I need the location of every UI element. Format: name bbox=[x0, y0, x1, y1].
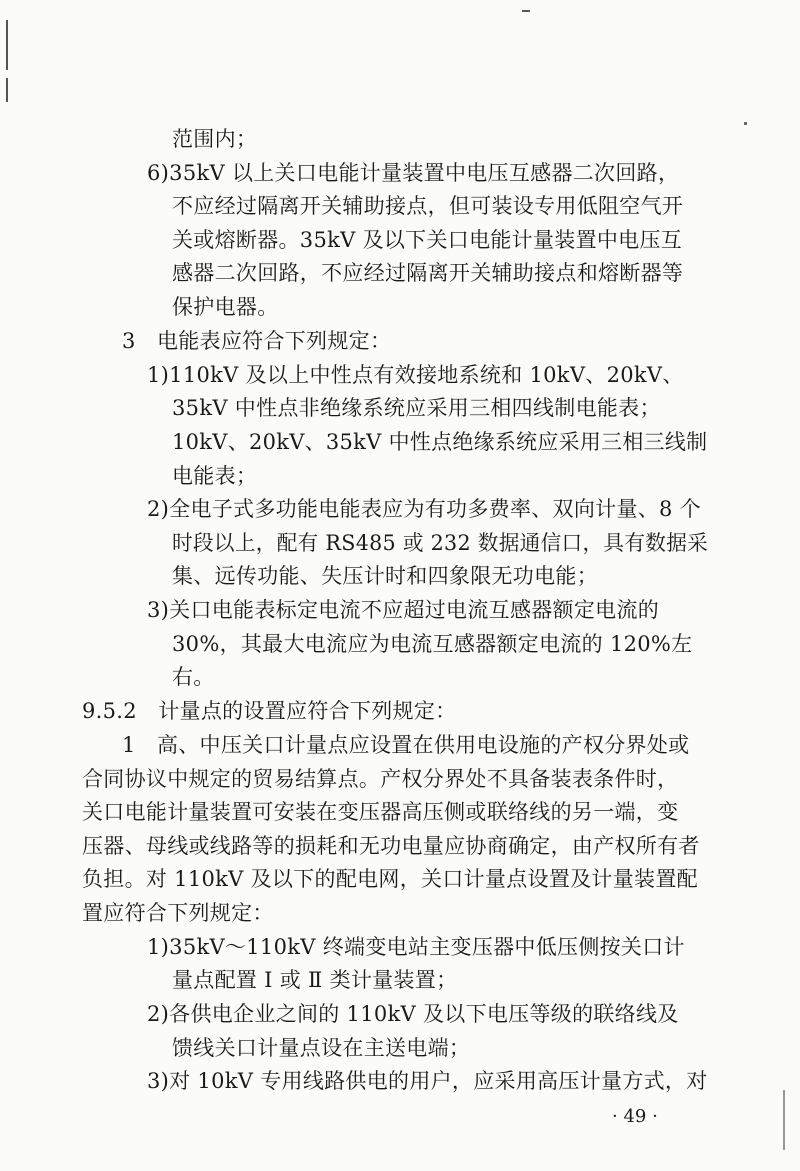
text-line: 3 电能表应符合下列规定： bbox=[122, 329, 392, 353]
text-line: 右。 bbox=[172, 665, 215, 689]
text-line: 35kV 中性点非绝缘系统应采用三相四线制电能表； bbox=[172, 396, 661, 420]
page-number: · 49 · bbox=[612, 1106, 658, 1127]
text-line: 2)各供电企业之间的 110kV 及以下电压等级的联络线及 bbox=[147, 1002, 679, 1026]
text-line: 10kV、20kV、35kV 中性点绝缘系统应采用三相三线制 bbox=[172, 430, 708, 454]
scan-edge-mark bbox=[6, 78, 8, 102]
text-line: 不应经过隔离开关辅助接点，但可装设专用低阻空气开 bbox=[172, 194, 684, 218]
scan-speck bbox=[744, 122, 747, 125]
scan-edge-mark bbox=[6, 20, 8, 70]
text-line: 30%，其最大电流应为电流互感器额定电流的 120%左 bbox=[172, 632, 693, 656]
scan-edge-mark bbox=[522, 10, 530, 12]
text-line: 3)对 10kV 专用线路供电的用户，应采用高压计量方式，对 bbox=[147, 1069, 708, 1093]
text-line: 1)110kV 及以上中性点有效接地系统和 10kV、20kV、 bbox=[147, 363, 684, 387]
text-line: 关口电能计量装置可安装在变压器高压侧或联络线的另一端，变 bbox=[82, 800, 679, 824]
text-line: 时段以上，配有 RS485 或 232 数据通信口，具有数据采 bbox=[172, 531, 709, 555]
text-line: 置应符合下列规定： bbox=[82, 901, 274, 925]
text-line: 量点配置 Ⅰ 或 Ⅱ 类计量装置； bbox=[172, 968, 458, 992]
text-line: 合同协议中规定的贸易结算点。产权分界处不具备装表条件时， bbox=[82, 767, 679, 791]
text-line: 馈线关口计量点设在主送电端； bbox=[172, 1036, 471, 1060]
text-line: 保护电器。 bbox=[172, 295, 279, 319]
text-line: 1)35kV～110kV 终端变电站主变压器中低压侧按关口计 bbox=[147, 935, 685, 959]
text-line: 范围内； bbox=[172, 127, 258, 151]
text-line: 集、远传功能、失压计时和四象限无功电能； bbox=[172, 564, 598, 588]
text-line: 关或熔断器。35kV 及以下关口电能计量装置中电压互 bbox=[172, 228, 683, 252]
text-line: 压器、母线或线路等的损耗和无功电量应协商确定，由产权所有者 bbox=[82, 834, 700, 858]
text-line: 1 高、中压关口计量点应设置在供用电设施的产权分界处或 bbox=[122, 733, 690, 757]
text-line: 负担。对 110kV 及以下的配电网，关口计量点设置及计量装置配 bbox=[82, 867, 698, 891]
scan-edge-mark bbox=[783, 1090, 785, 1150]
section-heading: 9.5.2 计量点的设置应符合下列规定： bbox=[82, 699, 457, 723]
text-line: 3)关口电能表标定电流不应超过电流互感器额定电流的 bbox=[147, 598, 660, 622]
text-line: 2)全电子式多功能电能表应为有功多费率、双向计量、8 个 bbox=[147, 497, 701, 521]
text-line: 6)35kV 以上关口电能计量装置中电压互感器二次回路， bbox=[147, 161, 680, 185]
text-line: 电能表； bbox=[172, 464, 258, 488]
text-line: 感器二次回路，不应经过隔离开关辅助接点和熔断器等 bbox=[172, 261, 684, 285]
